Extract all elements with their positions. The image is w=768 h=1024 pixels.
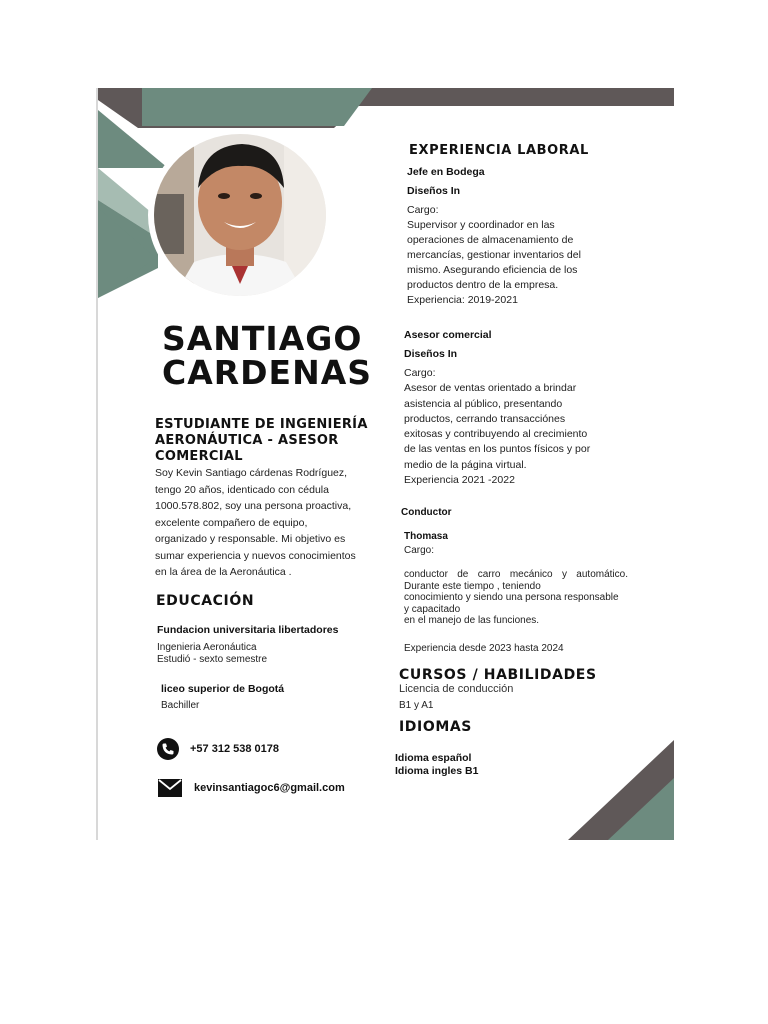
role-line: AERONÁUTICA - ASESOR <box>155 433 339 448</box>
job-line: productos, cerrando transacciónes <box>404 412 566 425</box>
languages-heading: IDIOMAS <box>399 719 472 735</box>
job-line: Experiencia: 2019-2021 <box>407 294 518 306</box>
job-line: Experiencia 2021 -2022 <box>404 474 515 487</box>
job-line: mismo. Asegurando eficiencia de los <box>407 264 578 276</box>
job-line: Cargo: <box>407 204 439 216</box>
phone-number[interactable]: +57 312 538 0178 <box>190 743 280 755</box>
job-line: de las ventas en los puntos físicos y por <box>404 443 591 456</box>
job-period: Experiencia desde 2023 hasta 2024 <box>404 643 564 654</box>
profile-line: organizado y responsable. Mi objetivo es <box>155 533 346 545</box>
courses-heading: CURSOS / HABILIDADES <box>399 667 597 683</box>
job-line: en el manejo de las funciones. <box>404 615 540 626</box>
job-line: exitosas y contribuyendo al crecimiento <box>404 428 588 441</box>
profile-line: 1000.578.802, soy una persona proactiva, <box>155 500 352 512</box>
course-item: Licencia de conducción <box>399 683 514 695</box>
email-address[interactable]: kevinsantiagoc6@gmail.com <box>194 782 345 794</box>
education-details <box>157 642 267 665</box>
contact-email <box>158 777 345 799</box>
profile-line: en la área de la Aeronáutica . <box>155 566 292 578</box>
job-description <box>404 366 609 488</box>
job-line: conductor de carro mecánico y automático. <box>404 569 628 580</box>
job-line: y capacitado <box>404 603 461 615</box>
experience-heading: EXPERIENCIA LABORAL <box>409 143 589 158</box>
job-position: Jefe en Bodega <box>407 166 485 178</box>
profile-photo <box>148 128 332 302</box>
resume-page <box>96 88 674 840</box>
job-line: productos dentro de la empresa. <box>407 279 559 291</box>
language-item: Idioma ingles B1 <box>395 765 479 777</box>
profile-line: tengo 20 años, identicado con cédula <box>155 483 329 496</box>
profile-line: sumar experiencia y nuevos conocimientos <box>155 549 356 562</box>
job-position: Asesor comercial <box>404 329 492 341</box>
education-heading: EDUCACIÓN <box>156 593 255 609</box>
job-line: medio de la página virtual. <box>404 458 527 471</box>
job-position: Conductor <box>401 507 452 518</box>
language-list <box>395 752 478 778</box>
job-line: operaciones de almacenamiento de <box>407 234 574 246</box>
phone-icon <box>156 738 180 760</box>
education-line: Ingenieria Aeronáutica <box>157 642 257 653</box>
job-line: Cargo: <box>404 367 436 379</box>
job-company: Diseños In <box>407 185 461 197</box>
name-last: CARDENAS <box>162 353 373 392</box>
education-line: Bachiller <box>161 700 200 711</box>
job-line: Supervisor y coordinador en las <box>407 219 555 231</box>
role-line: ESTUDIANTE DE INGENIERÍA <box>155 417 368 432</box>
contact-phone <box>156 738 279 760</box>
profile-line: Soy Kevin Santiago cárdenas Rodríguez, <box>155 467 348 479</box>
job-company: Diseños In <box>404 348 458 360</box>
education-line: Estudió - sexto semestre <box>157 653 268 665</box>
language-item: Idioma español <box>395 752 472 764</box>
course-item: B1 y A1 <box>399 700 434 711</box>
person-name <box>162 319 373 392</box>
job-description <box>407 203 597 308</box>
job-line: Durante este tiempo , teniendo <box>404 580 541 592</box>
job-description <box>404 569 628 627</box>
job-line: mercancías, gestionar inventarios del <box>407 249 581 261</box>
profile-line: excelente compañero de equipo, <box>155 516 308 529</box>
education-school: liceo superior de Bogotá <box>161 683 285 695</box>
job-company: Thomasa <box>404 531 448 542</box>
job-line: asistencia al público, presentando <box>404 397 563 410</box>
job-cargo: Cargo: <box>404 545 435 556</box>
role-line: COMERCIAL <box>155 449 243 464</box>
education-school: Fundacion universitaria libertadores <box>157 624 339 636</box>
profile-summary <box>155 465 371 581</box>
job-title <box>155 417 375 465</box>
mail-icon <box>158 777 182 799</box>
name-first: SANTIAGO <box>162 319 363 358</box>
job-line: Asesor de ventas orientado a brindar <box>404 382 577 395</box>
job-line: conocimiento y siendo una persona responsable <box>404 592 619 603</box>
